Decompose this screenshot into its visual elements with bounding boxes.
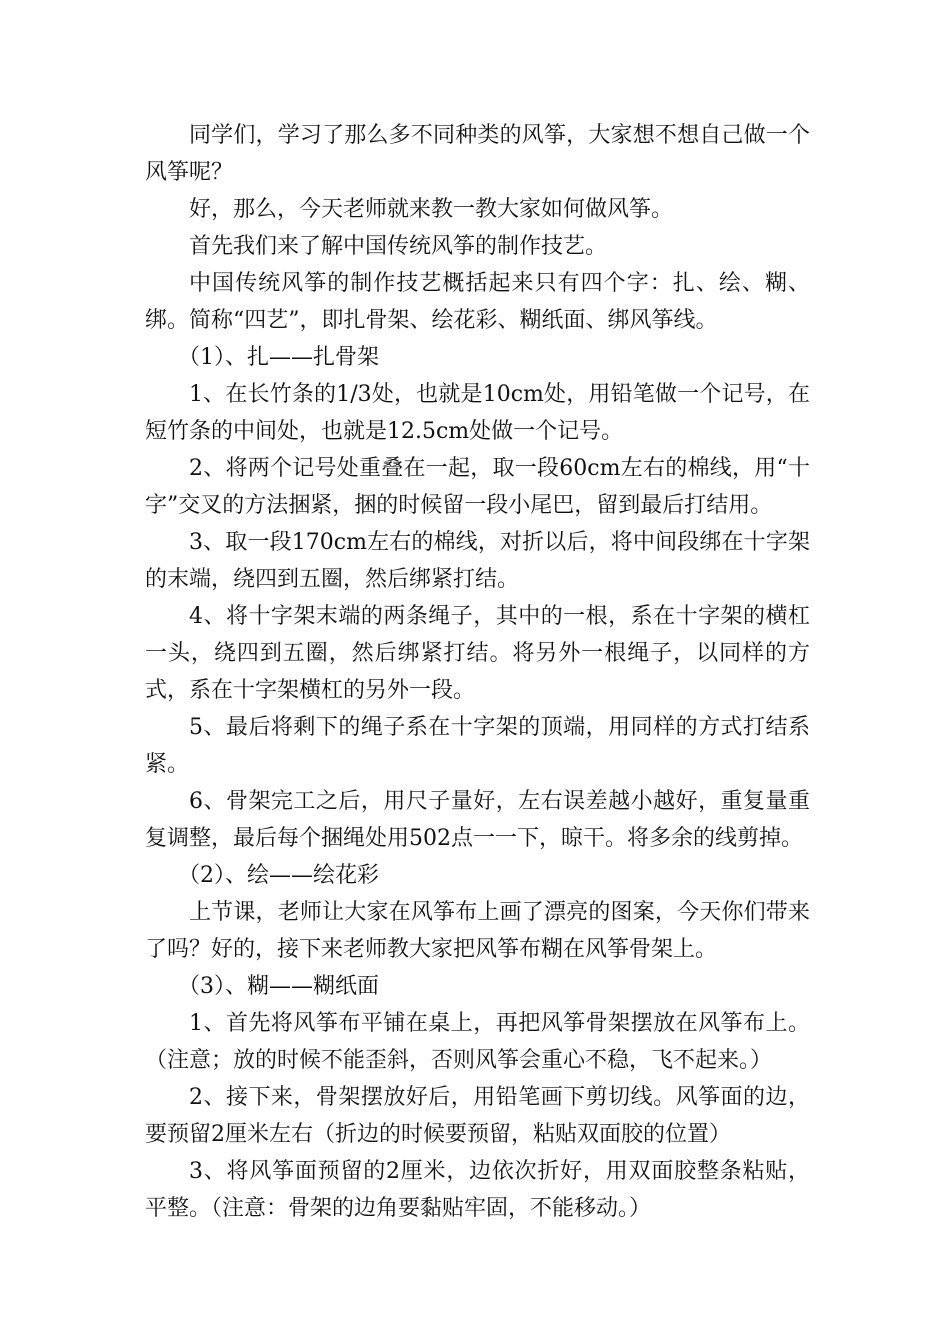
step-frame-3: 3、取一段170cm左右的棉线，对折以后，将中间段绑在十字架的末端，绕四到五圈，然后绑紧打结。 bbox=[145, 530, 810, 592]
paragraph-teacher-intro: 好，那么，今天老师就来教一教大家如何做风筝。 bbox=[189, 197, 674, 222]
section-heading-paint: （2）、绘——绘花彩 bbox=[178, 863, 379, 888]
step-frame-4: 4、将十字架末端的两条绳子，其中的一根，系在十字架的横杠一头，绕四到五圈，然后绑紧打结。将另外一根绳子，以同样的方式，系在十字架横杠的另外一段。 bbox=[145, 604, 810, 703]
paragraph-four-arts: 中国传统风筝的制作技艺概括起来只有四个字：扎、绘、糊、绑。简称“四艺”，即扎骨架、绘花彩、糊纸面、绑风筝线。 bbox=[145, 271, 810, 333]
step-paste-1: 1、首先将风筝布平铺在桌上，再把风筝骨架摆放在风筝布上。（注意；放的时候不能歪斜，否则风筝会重心不稳，飞不起来。） bbox=[145, 1011, 810, 1073]
paragraph-intro-question: 同学们，学习了那么多不同种类的风筝，大家想不想自己做一个风筝呢？ bbox=[145, 123, 810, 185]
step-frame-5: 5、最后将剩下的绳子系在十字架的顶端，用同样的方式打结系紧。 bbox=[145, 715, 810, 777]
paragraph-craft-intro: 首先我们来了解中国传统风筝的制作技艺。 bbox=[189, 234, 608, 259]
step-frame-1: 1、在长竹条的1/3处，也就是10cm处，用铅笔做一个记号，在短竹条的中间处，也就是12.5cm处做一个记号。 bbox=[145, 382, 810, 444]
step-frame-2: 2、将两个记号处重叠在一起，取一段60cm左右的棉线，用“十字”交叉的方法捆紧，捆的时候留一段小尾巴，留到最后打结用。 bbox=[145, 456, 810, 518]
step-frame-6: 6、骨架完工之后，用尺子量好，左右误差越小越好，重复量重复调整，最后每个捆绳处用502点一一下，晾干。将多余的线剪掉。 bbox=[145, 789, 810, 851]
section-heading-frame: （1）、扎——扎骨架 bbox=[178, 345, 379, 370]
paragraph-paint: 上节课，老师让大家在风筝布上画了漂亮的图案，今天你们带来了吗？好的，接下来老师教大家把风筝布糊在风筝骨架上。 bbox=[145, 900, 810, 962]
step-paste-2: 2、接下来，骨架摆放好后，用铅笔画下剪切线。风筝面的边，要预留2厘米左右（折边的时候要预留，粘贴双面胶的位置） bbox=[145, 1085, 810, 1147]
document-body bbox=[145, 117, 810, 1227]
step-paste-3: 3、将风筝面预留的2厘米，边依次折好，用双面胶整条粘贴，平整。（注意：骨架的边角要黏贴牢固，不能移动。） bbox=[145, 1159, 810, 1221]
section-heading-paste: （3）、糊——糊纸面 bbox=[178, 974, 379, 999]
